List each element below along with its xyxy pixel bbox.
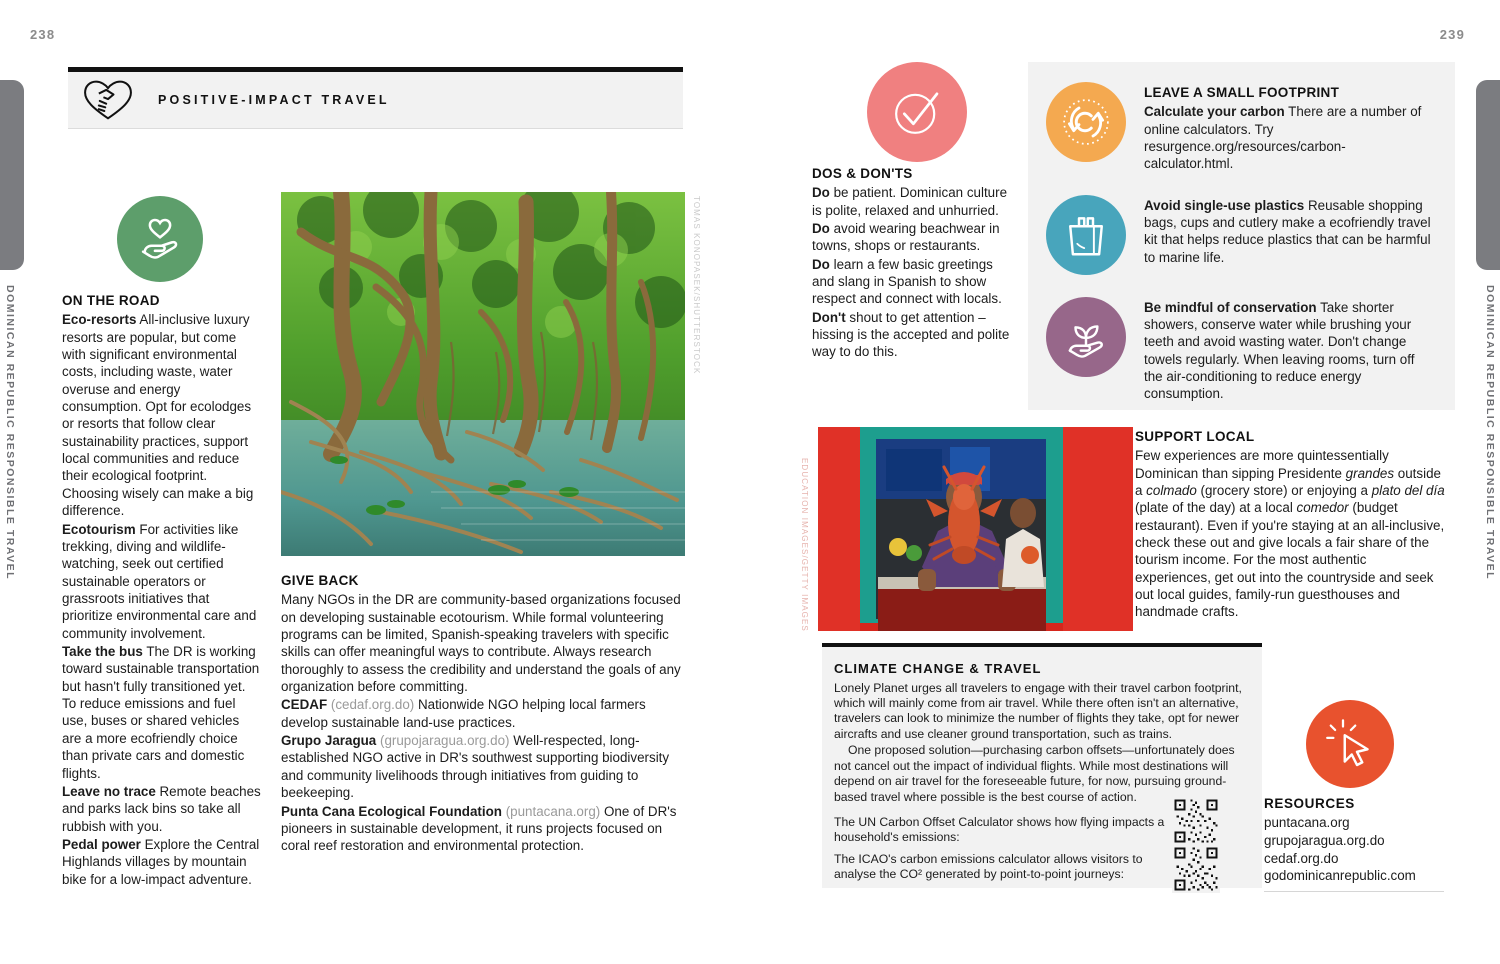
- footprint-heading: LEAVE A SMALL FOOTPRINT: [1144, 85, 1340, 100]
- item-text: shout to get attention – hissing is the accepted and polite way to do this.: [812, 309, 1010, 360]
- qr-code-un-carbon-offset[interactable]: [1172, 797, 1220, 845]
- item-lead: Eco-resorts: [62, 312, 137, 328]
- paragraph-run: (budget restaurant). Even if you're staying at an all-inclusive, check these out and give locals a fair share of the tourism income. For the most authentic experiences, get out into the countryside and seek out local guides, family-run guesthouses and handmade crafts.: [1135, 500, 1445, 620]
- org-lead: Grupo Jaragua: [281, 733, 377, 749]
- page-number-left: 238: [30, 27, 56, 42]
- item-text: avoid wearing beachwear in towns, shops or restaurants.: [812, 220, 1000, 254]
- list-item: [62, 311, 262, 519]
- list-item: [812, 309, 1010, 361]
- item-lead: Do: [812, 220, 830, 236]
- running-head-left: DOMINICAN REPUBLIC RESPONSIBLE TRAVEL: [4, 285, 16, 581]
- climate-link-2: The ICAO's carbon emissions calculator allows visitors to analyse the CO² generated by point-to-point journeys:: [834, 851, 1143, 882]
- item-text: Reusable shopping bags, cups and cutlery make a ecofriendly travel kit that helps reduce plastics that can be harmful to marine life.: [1144, 197, 1431, 265]
- climate-link-1: The UN Carbon Offset Calculator shows how flying impacts a household's emissions:: [834, 814, 1165, 845]
- list-item: [281, 803, 685, 855]
- org-text: Well-respected, long-established NGO active in DR's southwest supporting biodiversity and community livelihoods through initiatives from guiding to beekeeping.: [281, 733, 670, 801]
- footprint-row-text: [1144, 195, 1433, 275]
- footprint-row: [1046, 297, 1433, 403]
- list-item: [812, 220, 1010, 255]
- paragraph-run: (grocery store) or enjoying a: [1196, 482, 1372, 498]
- paragraph-run: outside a: [1135, 465, 1441, 498]
- resources-heading: RESOURCES: [1264, 796, 1355, 811]
- org-text: One of DR's pioneers in sustainable development, it runs projects focused on coral reef restoration and environmental protection.: [281, 803, 677, 854]
- resource-link[interactable]: grupojaragua.org.do: [1264, 832, 1385, 848]
- item-lead: Leave no trace: [62, 783, 156, 799]
- item-text: All-inclusive luxury resorts are popular, but come with significant environmental costs, including waste, water overuse and energy consumption. Opt for ecolodges or resorts that follow clear sustainability practices, support local communities and reduce their ecological footprint. Choosing wisely can make a big difference.: [62, 312, 254, 519]
- resources-section: [1264, 795, 1449, 892]
- footprint-row-text: [1144, 297, 1433, 403]
- list-item: [281, 696, 685, 731]
- paragraph-run: (plate of the day) at a local: [1135, 500, 1297, 516]
- carbon-recycle-icon: [1046, 82, 1126, 162]
- resource-link[interactable]: cedaf.org.do: [1264, 850, 1339, 866]
- support-local-heading: SUPPORT LOCAL: [1135, 429, 1255, 444]
- list-item: [281, 732, 685, 801]
- item-lead: Be mindful of conservation: [1144, 299, 1317, 315]
- climate-heading: CLIMATE CHANGE & TRAVEL: [834, 661, 1042, 676]
- org-url[interactable]: (grupojaragua.org.do): [379, 733, 510, 749]
- climate-paragraph-2: One proposed solution—purchasing carbon offsets—unfortunately does not cancel out the impact of individual flights. While most destinations will depend on air travel for the foreseeable future, for now, pursuing ground-based travel where possible is the best course of action.: [834, 743, 1235, 804]
- footprint-row: [1046, 195, 1433, 275]
- sprout-in-hand-icon: [1046, 297, 1126, 377]
- resource-link[interactable]: puntacana.org: [1264, 815, 1350, 831]
- on-the-road-section: [62, 292, 262, 888]
- item-lead: Do: [812, 256, 830, 272]
- item-text: The DR is working toward sustainable transportation but hasn't fully transitioned yet. To reduce emissions and fuel use, buses or shared vehicles are a more ecofriendly choice than private cars and domestic flights.: [62, 644, 260, 781]
- give-back-heading: GIVE BACK: [281, 573, 359, 588]
- org-url[interactable]: (cedaf.org.do): [330, 697, 415, 713]
- plastic-bag-icon: [1046, 195, 1126, 275]
- resource-link[interactable]: godominicanrepublic.com: [1264, 868, 1416, 884]
- give-back-section: [281, 572, 685, 855]
- paragraph-run: Few experiences are more quintessentially Dominican than sipping Presidente: [1135, 448, 1389, 481]
- mangrove-photo: [281, 192, 685, 556]
- item-lead: Take the bus: [62, 644, 143, 660]
- italic-term: grandes: [1345, 465, 1395, 481]
- list-item: [812, 184, 1010, 219]
- item-lead: Do: [812, 185, 830, 201]
- section-banner: [68, 67, 683, 129]
- resources-rule: [1264, 891, 1444, 892]
- section-title: POSITIVE-IMPACT TRAVEL: [158, 93, 390, 107]
- item-lead: Pedal power: [62, 837, 141, 852]
- on-the-road-heading: ON THE ROAD: [62, 293, 160, 308]
- item-lead: Avoid single-use plastics: [1144, 197, 1305, 213]
- support-local-section: [1135, 428, 1445, 621]
- dos-and-donts-section: [812, 165, 1010, 361]
- item-text: For activities like trekking, diving and wildlife-watching, seek out certified sustainable operators or grassroots initiatives that prioritize environmental care and community involvement.: [62, 521, 257, 641]
- item-lead: Ecotourism: [62, 521, 136, 537]
- cursor-click-icon: [1306, 700, 1394, 788]
- page-number-right: 239: [1439, 27, 1465, 42]
- org-lead: CEDAF: [281, 697, 328, 713]
- item-lead: Calculate your carbon: [1144, 104, 1285, 120]
- list-item: [62, 783, 262, 835]
- item-lead: Don't: [812, 309, 846, 325]
- item-text: Take shorter showers, conserve water while brushing your teeth and avoid wasting water. Don't change towels regularly. When leaving rooms, turn off the air-conditioning to reduce energy consumption.: [1144, 299, 1415, 402]
- handshake-heart-icon: [80, 78, 136, 122]
- item-text: learn a few basic greetings and slang in Spanish to show respect and connect with locals.: [812, 256, 1002, 307]
- leave-a-small-footprint-panel: [1028, 62, 1455, 410]
- check-circle-icon: [867, 62, 967, 162]
- qr-code-icao-calculator[interactable]: [1172, 845, 1220, 893]
- italic-term: comedor: [1296, 500, 1349, 516]
- org-text: Nationwide NGO helping local farmers develop sustainable land-use practices.: [281, 697, 646, 730]
- heart-in-hand-icon: [117, 196, 203, 282]
- item-text: Explore the Central Highlands villages by mountain bike for a low-impact adventure.: [62, 837, 260, 887]
- list-item: [62, 643, 262, 782]
- climate-paragraph-1: Lonely Planet urges all travelers to engage with their travel carbon footprint, which will mainly come from air travel. While there often isn't an alternative, travelers can look to minimize the number of flights they take, opt for newer aircrafts and use cleaner ground transportation, such as trains.: [834, 680, 1242, 741]
- org-url[interactable]: (puntacana.org): [505, 803, 601, 819]
- give-back-intro: Many NGOs in the DR are community-based organizations focused on developing sustainable ecotourism. While formal volunteering programs can be limited, Spanish-speaking travelers with specific skills can offer meaningful ways to contribute. Always research thoroughly to assess the credibility and understand the goals of any organization before committing.: [281, 592, 681, 695]
- item-text: be patient. Dominican culture is polite, relaxed and unhurried.: [812, 185, 1008, 218]
- italic-term: plato del día: [1371, 482, 1445, 498]
- dos-donts-heading: DOS & DON'TS: [812, 166, 913, 181]
- footprint-row: [1046, 82, 1433, 173]
- running-head-right: DOMINICAN REPUBLIC RESPONSIBLE TRAVEL: [1484, 285, 1496, 581]
- colmado-photo: [818, 427, 1133, 631]
- photo-credit-mangrove: TOMAS KONOPASEK/SHUTTERSTOCK: [692, 196, 701, 375]
- org-lead: Punta Cana Ecological Foundation: [281, 803, 502, 819]
- list-item: [62, 836, 262, 888]
- item-text: There are a number of online calculators. Try resurgence.org/resources/carbon-calculator.html.: [1144, 104, 1422, 172]
- item-text: Remote beaches and parks lack bins so take all rubbish with you.: [62, 783, 261, 834]
- list-item: [62, 521, 262, 643]
- on-the-road-items: [62, 311, 262, 888]
- resources-links: [1264, 814, 1449, 885]
- photo-credit-colmado: EDUCATION IMAGES/GETTY IMAGES: [800, 458, 809, 632]
- support-local-paragraph: [1135, 447, 1445, 621]
- footprint-row-text: [1144, 82, 1433, 173]
- list-item: [812, 256, 1010, 308]
- italic-term: colmado: [1146, 482, 1197, 498]
